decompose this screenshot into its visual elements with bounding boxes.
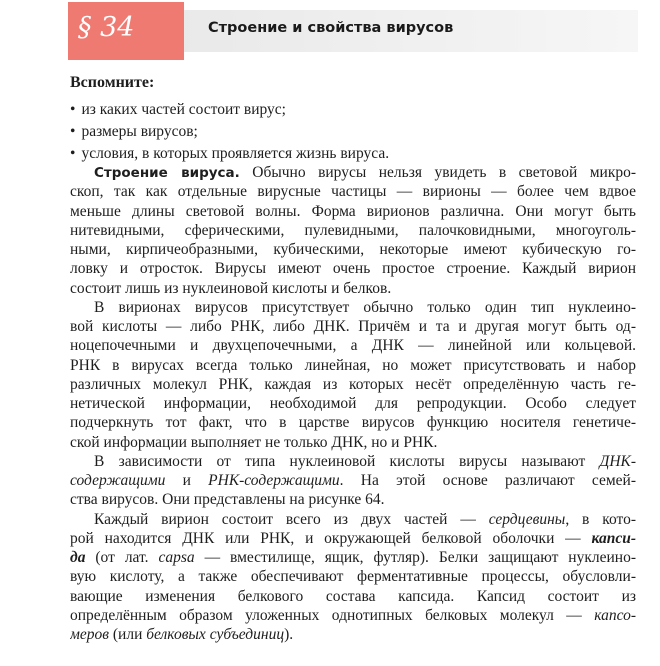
term: белковых субъединиц [146,626,285,643]
recall-title: Вспомните: [70,74,155,91]
text-line: ловку и отросток. Вирусы имеют очень простое строение. Каждый вирион [70,260,636,278]
term: РНК-содержащими [208,472,340,489]
term: капсо- [594,606,636,624]
text-line: вающие изменения белкового состава капсида. Капсид состоит из [70,587,636,605]
text-line: ской информации выполняет не только ДНК, но и РНК. [70,433,438,451]
section-title: Строение и свойства вирусов [208,20,454,36]
key-term: да [70,549,86,566]
text-line: меров (или белковых субъединиц). [70,626,294,643]
term: содержащими [70,472,166,489]
paragraph-heading: Строение вируса. [94,165,240,181]
text-line: ными, кирпичеобразными, кубическими, некоторые имеют кубическую го- [70,241,636,258]
text-line: различных молекул РНК, каждая из которых несёт определённую часть ге- [70,375,636,393]
text-line: вую кислоту, а также обеспечивают ферментативные процессы, обусловли- [70,568,636,586]
term: ДНК- [599,452,636,470]
text-line: вой кислоты — либо РНК, либо ДНК. Причём и та и другая могут быть од- [70,318,636,335]
bullet-icon: • [70,101,76,118]
text-line: В зависимости от типа нуклеиновой кислоты вирусы называют ДНК- [94,452,636,470]
text-line: скоп, так как отдельные вирусные частицы — вирионы — более чем вдвое [70,183,636,201]
recall-item: • из каких частей состоит вирус; [70,101,286,118]
text-line: содержащими и РНК-содержащими. На этой основе различают семей- [70,472,636,489]
text-line: В вирионах вирусов присутствует обычно только один тип нуклеино- [94,298,636,316]
recall-block [70,74,630,165]
text-line: рой находится ДНК или РНК, и окружающей белковой оболочки — капси- [70,529,636,547]
text-line: нитевидными, сферическими, пулевидными, палочковидными, многоуголь- [70,221,636,239]
text-line: меньше длины световой волны. Форма вирионов различна. Они могут быть [70,202,636,220]
term: меров [70,626,109,643]
bullet-icon: • [70,123,76,140]
text-line: РНК в вирусах всегда только линейная, но может присутствовать и набор [70,356,636,374]
term: сердцевины [488,510,566,528]
recall-item: • размеры вирусов; [70,123,198,140]
section-number: § 34 [78,12,135,43]
text-line: Строение вируса. Обычно вирусы нельзя увидеть в световой микро- [94,164,636,181]
body-text [70,163,636,644]
recall-list [70,99,630,165]
text-line: Каждый вирион состоит всего из двух частей — сердцевины, в кото- [94,510,636,528]
key-term: капси- [591,529,636,547]
text-line: нетической информации, необходимой для репродукции. Особо следует [70,395,636,412]
text-line: состоит лишь из нуклеиновой кислоты и белков. [70,279,392,297]
text-line: ства вирусов. Они представлены на рисунке 64. [70,491,385,509]
text-line: ноцепочечными и двухцепочечными, а ДНК — линейной или кольцевой. [70,337,636,355]
text-line: да (от лат. capsa — вместилище, ящик, футляр). Белки защищают нуклеино- [70,549,636,566]
text-line: определённым образом уложенных однотипных белковых молекул — капсо- [70,606,636,624]
text-line: подчеркнуть тот факт, что в царстве вирусов функцию носителя генетиче- [70,414,636,432]
bullet-icon: • [70,145,76,162]
latin-term: capsa [158,549,195,566]
recall-item: • условия, в которых проявляется жизнь вируса. [70,145,390,162]
